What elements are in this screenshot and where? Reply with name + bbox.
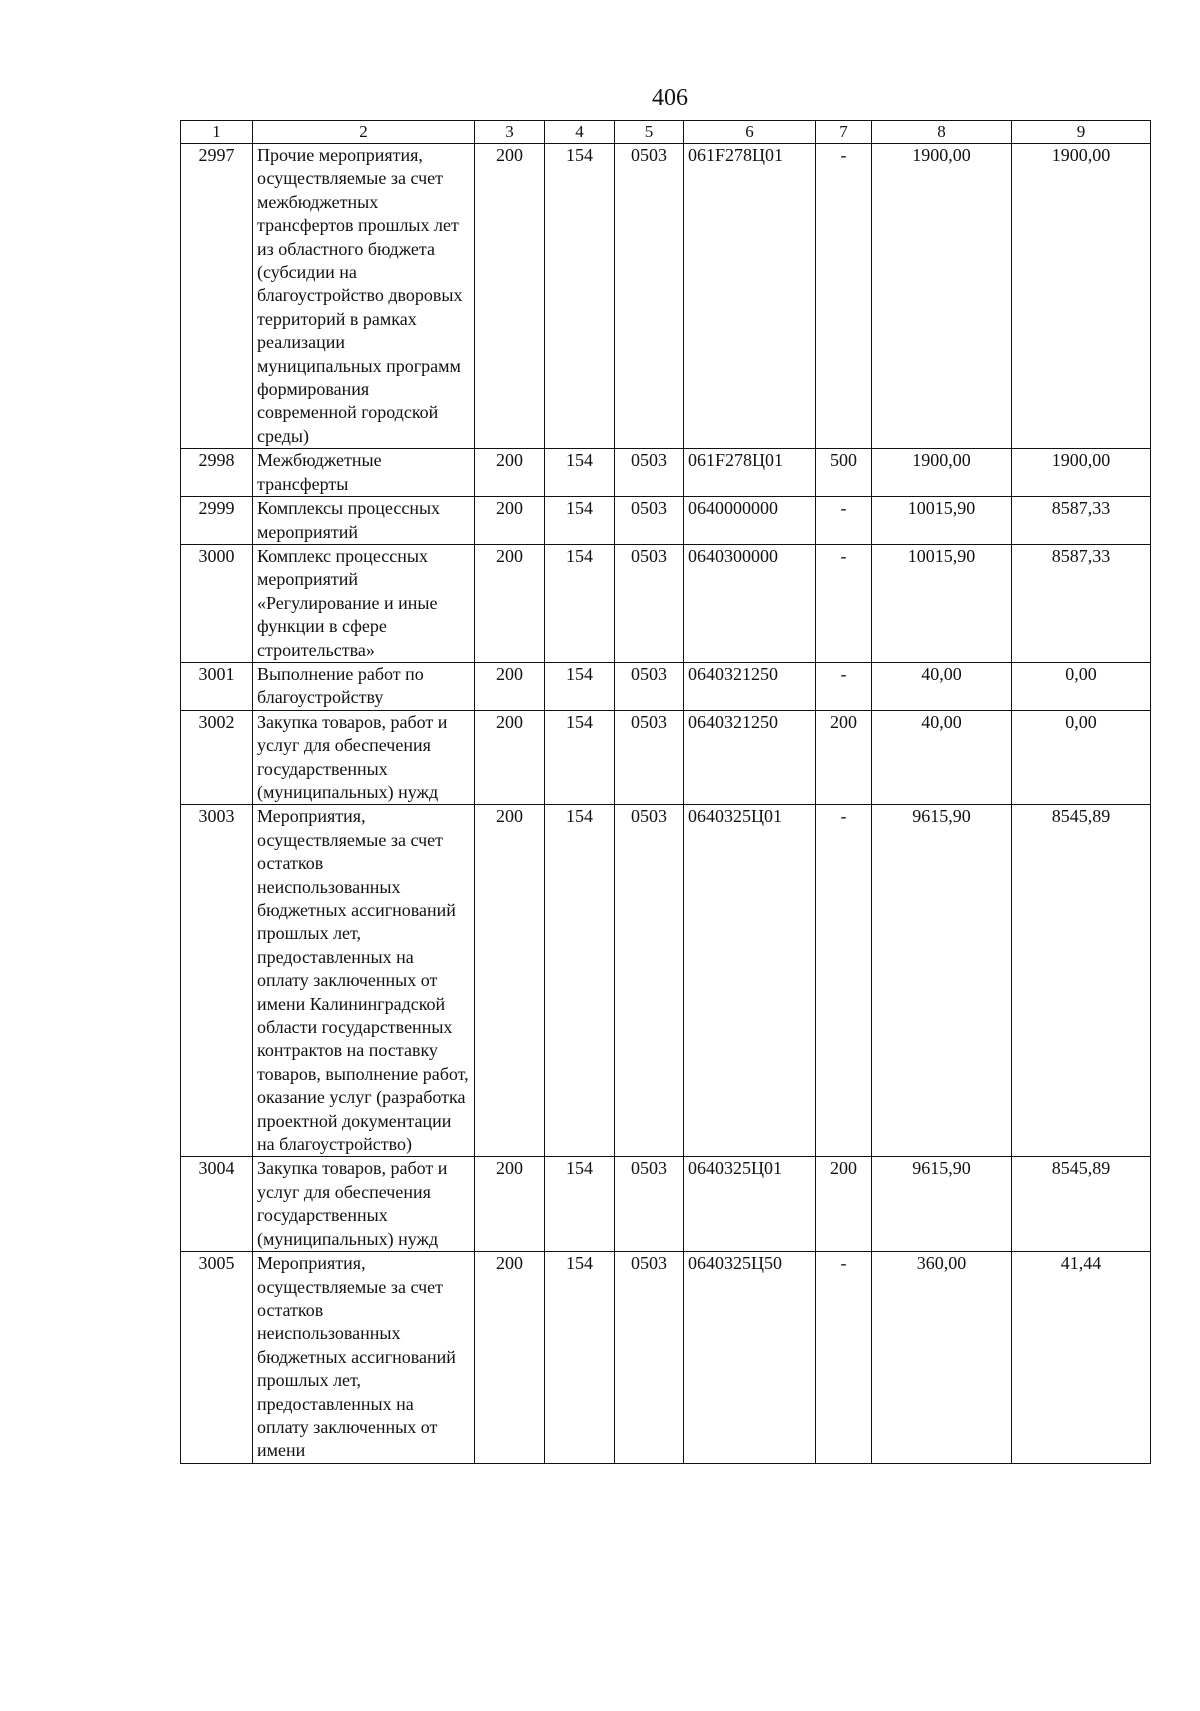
cell-col8: 40,00 (872, 710, 1012, 805)
cell-col8: 40,00 (872, 662, 1012, 710)
cell-col9: 8587,33 (1012, 544, 1151, 662)
column-header: 1 (181, 121, 253, 144)
cell-col9: 41,44 (1012, 1252, 1151, 1464)
row-number: 3002 (181, 710, 253, 805)
row-name: Закупка товаров, работ и услуг для обеспечения государственных (муниципальных) нужд (253, 1157, 475, 1252)
column-header: 5 (615, 121, 684, 144)
cell-col8: 10015,90 (872, 544, 1012, 662)
cell-col5: 0503 (615, 497, 684, 545)
cell-col9: 1900,00 (1012, 449, 1151, 497)
row-name: Прочие мероприятия, осуществляемые за счет межбюджетных трансфертов прошлых лет из областного бюджета (субсидии на благоустройство дворовых территорий в рамках реализации муниципальных программ формирования современной городской среды) (253, 144, 475, 449)
cell-col8: 9615,90 (872, 1157, 1012, 1252)
row-number: 2999 (181, 497, 253, 545)
row-name: Комплекс процессных мероприятий «Регулирование и иные функции в сфере строительства» (253, 544, 475, 662)
column-header: 9 (1012, 121, 1151, 144)
table-row (181, 710, 1151, 805)
cell-col7: 500 (816, 449, 872, 497)
row-number: 3001 (181, 662, 253, 710)
cell-col4: 154 (545, 144, 615, 449)
row-number: 3005 (181, 1252, 253, 1464)
page-number: 406 (652, 85, 688, 111)
cell-col3: 200 (475, 805, 545, 1157)
cell-col7: - (816, 1252, 872, 1464)
cell-col8: 9615,90 (872, 805, 1012, 1157)
budget-table (180, 120, 1151, 1464)
row-number: 2997 (181, 144, 253, 449)
cell-col9: 8545,89 (1012, 805, 1151, 1157)
table-row (181, 497, 1151, 545)
table-row (181, 805, 1151, 1157)
column-header: 3 (475, 121, 545, 144)
cell-col9: 0,00 (1012, 710, 1151, 805)
cell-col3: 200 (475, 710, 545, 805)
cell-col3: 200 (475, 449, 545, 497)
cell-col9: 0,00 (1012, 662, 1151, 710)
table-row (181, 144, 1151, 449)
row-name: Закупка товаров, работ и услуг для обеспечения государственных (муниципальных) нужд (253, 710, 475, 805)
cell-col5: 0503 (615, 1157, 684, 1252)
cell-col3: 200 (475, 1157, 545, 1252)
cell-col4: 154 (545, 1252, 615, 1464)
row-name: Мероприятия, осуществляемые за счет остатков неиспользованных бюджетных ассигнований прошлых лет, предоставленных на оплату заключенных от имени (253, 1252, 475, 1464)
cell-col8: 10015,90 (872, 497, 1012, 545)
cell-col6: 0640325Ц50 (684, 1252, 816, 1464)
cell-col8: 360,00 (872, 1252, 1012, 1464)
header-row (181, 121, 1151, 144)
cell-col6: 0640300000 (684, 544, 816, 662)
cell-col6: 0640325Ц01 (684, 805, 816, 1157)
cell-col6: 0640321250 (684, 710, 816, 805)
cell-col9: 1900,00 (1012, 144, 1151, 449)
cell-col6: 0640321250 (684, 662, 816, 710)
cell-col9: 8587,33 (1012, 497, 1151, 545)
cell-col7: 200 (816, 1157, 872, 1252)
column-header: 2 (253, 121, 475, 144)
cell-col3: 200 (475, 144, 545, 449)
cell-col4: 154 (545, 710, 615, 805)
table-row (181, 1252, 1151, 1464)
cell-col3: 200 (475, 662, 545, 710)
cell-col7: - (816, 805, 872, 1157)
row-name: Межбюджетные трансферты (253, 449, 475, 497)
cell-col7: - (816, 144, 872, 449)
cell-col7: - (816, 662, 872, 710)
cell-col4: 154 (545, 497, 615, 545)
row-number: 3003 (181, 805, 253, 1157)
cell-col5: 0503 (615, 710, 684, 805)
row-name: Выполнение работ по благоустройству (253, 662, 475, 710)
cell-col7: - (816, 497, 872, 545)
table-row (181, 449, 1151, 497)
cell-col8: 1900,00 (872, 144, 1012, 449)
table-row (181, 1157, 1151, 1252)
cell-col6: 061F278Ц01 (684, 449, 816, 497)
cell-col6: 0640000000 (684, 497, 816, 545)
cell-col4: 154 (545, 1157, 615, 1252)
table-row (181, 662, 1151, 710)
table-row (181, 544, 1151, 662)
cell-col5: 0503 (615, 1252, 684, 1464)
row-number: 3004 (181, 1157, 253, 1252)
cell-col5: 0503 (615, 544, 684, 662)
cell-col9: 8545,89 (1012, 1157, 1151, 1252)
row-number: 3000 (181, 544, 253, 662)
cell-col6: 061F278Ц01 (684, 144, 816, 449)
column-header: 4 (545, 121, 615, 144)
cell-col5: 0503 (615, 805, 684, 1157)
cell-col5: 0503 (615, 144, 684, 449)
cell-col4: 154 (545, 449, 615, 497)
cell-col4: 154 (545, 805, 615, 1157)
column-header: 6 (684, 121, 816, 144)
cell-col3: 200 (475, 544, 545, 662)
row-number: 2998 (181, 449, 253, 497)
cell-col7: - (816, 544, 872, 662)
column-header: 7 (816, 121, 872, 144)
column-header: 8 (872, 121, 1012, 144)
cell-col6: 0640325Ц01 (684, 1157, 816, 1252)
cell-col4: 154 (545, 544, 615, 662)
cell-col4: 154 (545, 662, 615, 710)
cell-col7: 200 (816, 710, 872, 805)
cell-col8: 1900,00 (872, 449, 1012, 497)
cell-col3: 200 (475, 1252, 545, 1464)
cell-col5: 0503 (615, 449, 684, 497)
cell-col3: 200 (475, 497, 545, 545)
row-name: Комплексы процессных мероприятий (253, 497, 475, 545)
cell-col5: 0503 (615, 662, 684, 710)
row-name: Мероприятия, осуществляемые за счет остатков неиспользованных бюджетных ассигнований прошлых лет, предоставленных на оплату заключенных от имени Калининградской области государственных контрактов на поставку товаров, выполнение работ, оказание услуг (разработка проектной документации на благоустройство) (253, 805, 475, 1157)
